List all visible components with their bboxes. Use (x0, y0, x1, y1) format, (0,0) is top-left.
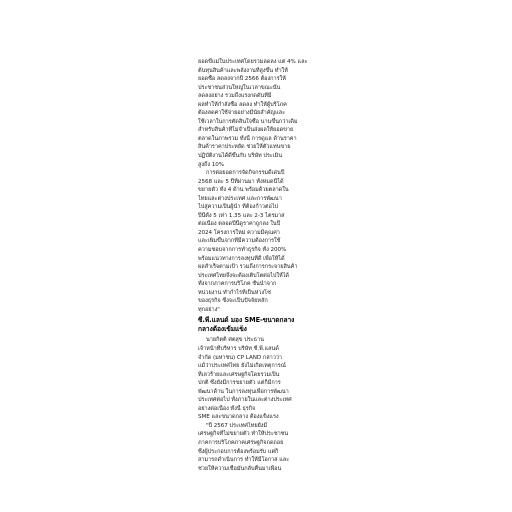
text-line: ตลาดในภาพรวม ทั้งนี้ การดูแล ด้านราคา (198, 135, 297, 142)
text-line: ยอดซื้อ ลดลงจากปี 2566 ต้องการให้ (198, 76, 286, 83)
text-line: ต้องลดค่าใช้จ่ายอย่างมีนัยสำคัญและ (198, 110, 286, 117)
text-line: "ปี 2567 ประเทศไทยยังมี (206, 422, 268, 429)
text-line: ต่อเนื่อง ตลอดปีนี้ดูราคาถูกลง ในปี (198, 221, 281, 228)
text-line: อย่างต่อเนื่อง ทั้งนี้ ธุรกิจ (198, 405, 256, 412)
text-line: ขยายตัว ทั้ง 4 ด้าน พร้อมด้วยตลาดใน (198, 187, 289, 194)
text-line: เศรษฐกิจที่ไม่ขยายตัว ทำให้ประชาชน (198, 431, 289, 438)
text-line: สูงถึง 10% (198, 161, 225, 168)
text-line: ของธุรกิจ ซึ่งจะเป็นปัจจัยหลัก (198, 298, 268, 305)
text-line: พัฒนาด้าน ในการลงทุนเพื่อการพัฒนา (198, 388, 289, 395)
article-paragraph-2 (198, 169, 326, 314)
text-line: ปีนี้ตั้ง 5 เท่า 1.35 และ 2-3 ไตรมาส (198, 212, 285, 219)
text-line: แม้ว่าประเทศไทย ยังไม่เกิดเหตุการณ์ (198, 363, 286, 370)
text-line: ที่เลวร้ายและเศรษฐกิจโดยรวมเป็น (198, 371, 280, 378)
text-line: ประเทศต่อไป ทั้งภายในและต่างประเทศ (198, 397, 292, 404)
text-line: สามารถดำเนินการ ทำให้มีโอกาส และ (198, 457, 290, 464)
text-line: เจ้าหน้าที่บริหาร บริษัท ซี.พี.แลนด์ (198, 345, 279, 352)
text-line: ประชาชนส่วนใหญ่ในเวลาขณะนั้น (198, 84, 281, 91)
text-line: สำหรับสินค้าที่ไม่จำเป็นส่งผลให้ยอดขาย (198, 127, 294, 134)
text-line: ใช้เวลาในการตัดสินใจซื้อ นานขึ้นกว่าเดิม (198, 118, 298, 125)
text-line: หน่วยงาน ทำกำไรที่เป็นห่วงโซ่ (198, 289, 271, 296)
text-line: ต้นทุนสินค้าและพลังงานที่สูงขึ้น ทำให้ (198, 67, 288, 74)
text-line: นายกิตติ ศตสุข ประธาน (206, 337, 264, 344)
text-line: ประเทศไทยจึงจะต้องเติบโตต่อไปให้ได้ (198, 272, 290, 279)
article-column (198, 58, 326, 473)
text-line: ภาคการบริโภคภาคเศรษฐกิจถดถอย (198, 439, 284, 446)
subheading-line: ซี.พี.แลนด์ มอง SME-ขนาดกลาง (198, 316, 295, 325)
text-line: 2568 และ 5 ปีที่ผ่านมา ทั้งหมดนี้ได้ (198, 178, 284, 185)
text-line: พร้อมแนวทางการลงทุนที่ดี เพื่อให้ได้ (198, 255, 285, 262)
article-paragraph-3 (198, 336, 326, 473)
text-line: 2024 โครงการใหม่ ความมีคุณค่า (198, 229, 280, 236)
text-line: ความชอบจากการทำธุรกิจ ทั้ง 200% (198, 247, 287, 254)
text-line: ปกติ ซึ่งยังมีการขยายตัว แต่ก็มีการ (198, 380, 281, 387)
text-line: และเพิ่มขึ้นจากที่มีความต้องการใช้ (198, 238, 281, 245)
text-line: ลดลงอย่าง รวมถึงแรงกดดันที่มี (198, 93, 272, 100)
text-line: ทุกอย่าง" (198, 306, 220, 313)
text-line: ผลสำเร็จตามเป้า รวมถึงการกระจายสินค้า (198, 264, 298, 271)
text-line: ผลทำให้กำลังซื้อ ลดลง ทำให้ผู้บริโภค (198, 101, 287, 108)
text-line: SME และขนาดกลาง ต้องแข็งแรง (198, 414, 279, 421)
text-line: จำกัด (มหาชน) CP LAND กล่าวว่า (198, 354, 282, 361)
text-line: ปฏิบัติงานได้ดีขึ้นกับ บริษัท ประเมิน (198, 153, 283, 160)
text-line: ทั้งจากภาคการบริโภค ชั้นนำจาก (198, 281, 277, 288)
subheading-line: กลางต้องเข้มแข็ง (198, 325, 247, 334)
text-line: การต่อยอดการจัดกิจกรรมดีเด่นปี (206, 170, 285, 177)
article-subheading (198, 316, 326, 334)
text-line: สินค้าราคาประหยัด ช่วยให้ตัวแทนขาย (198, 144, 291, 151)
text-line: ไทยและต่างประเทศ และการพัฒนา (198, 195, 282, 202)
article-paragraph-1 (198, 58, 326, 169)
text-line: ช่วยให้ความเชื่อมั่นกลับคืนมาเพื่อน (198, 465, 282, 472)
text-line: ยอดขี้แม่ในประเทศโดยรวมลดลง แต่ 4% และ (198, 59, 308, 65)
text-line: ซึ่งผู้ประกอบการต้องพร้อมรับ แต่ก็ (198, 448, 279, 455)
text-line: ไปสู่ความเป็นผู้นำ ที่ต้องก้าวต่อไป (198, 204, 279, 211)
